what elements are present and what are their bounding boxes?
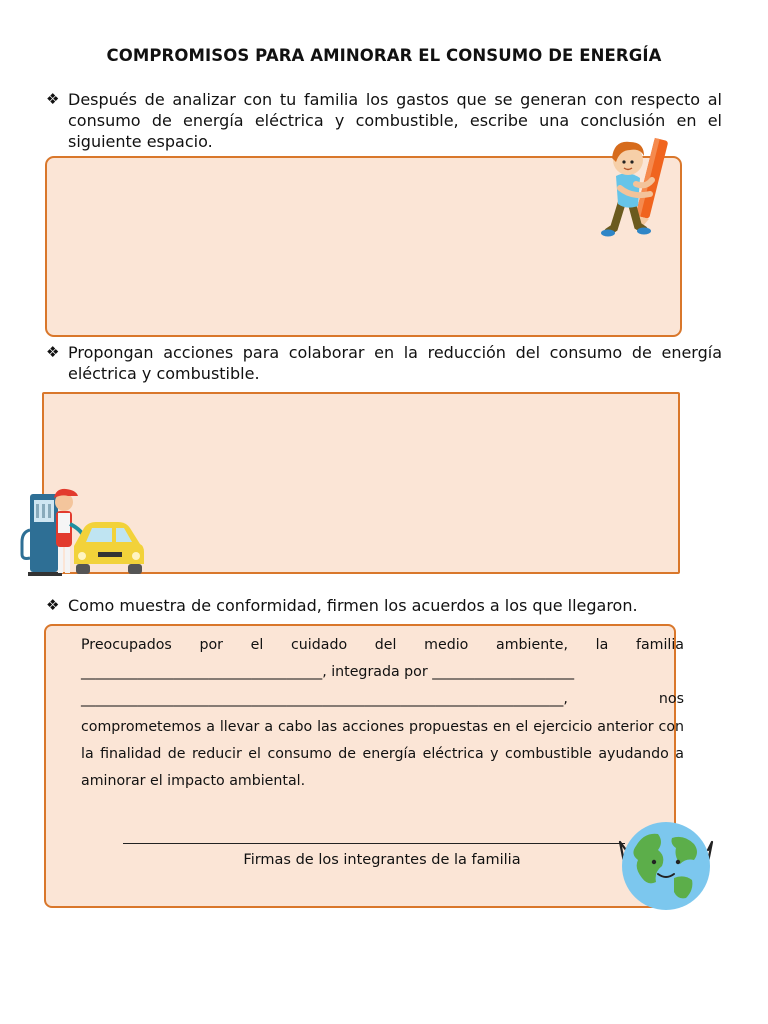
instruction-2: [46, 342, 722, 384]
signature-caption: Firmas de los integrantes de la familia: [243, 852, 521, 868]
signature-line[interactable]: [123, 843, 625, 844]
bullet-diamond-icon: ❖: [46, 343, 60, 361]
bullet-diamond-icon: ❖: [46, 596, 60, 614]
instruction-2-text: Propongan acciones para colaborar en la reducción del consumo de energía eléctrica y combustible.: [68, 343, 722, 383]
instruction-3: [46, 595, 722, 616]
pledge-line-1: Preocupados por el cuidado del medio ambiente, la familia: [81, 637, 684, 653]
pledge-line-2[interactable]: __________________________________, integrada por ____________________: [81, 664, 575, 681]
earth-globe-icon: [614, 816, 718, 914]
bullet-diamond-icon: ❖: [46, 90, 60, 108]
gas-station-car-icon: [20, 480, 146, 578]
instruction-1-text: Después de analizar con tu familia los gastos que se generan con respecto al consumo de energía eléctrica y combustible, escribe una conclusión en el siguiente espacio.: [68, 90, 722, 151]
boy-with-pencil-icon: [600, 132, 676, 240]
pledge-text: [81, 632, 684, 795]
pledge-line-3[interactable]: ____________________________________________________________________, nos comprometemos a llevar a cabo las acciones propuestas en el ejercicio anterior con la finalidad de reducir el consumo de energía eléctrica y combustible ayudando a aminorar el impacto ambiental.: [81, 691, 684, 790]
page-title: COMPROMISOS PARA AMINORAR EL CONSUMO DE ENERGÍA: [106, 46, 662, 65]
conclusion-answer-box[interactable]: [45, 156, 682, 337]
instruction-3-text: Como muestra de conformidad, firmen los acuerdos a los que llegaron.: [68, 596, 638, 615]
